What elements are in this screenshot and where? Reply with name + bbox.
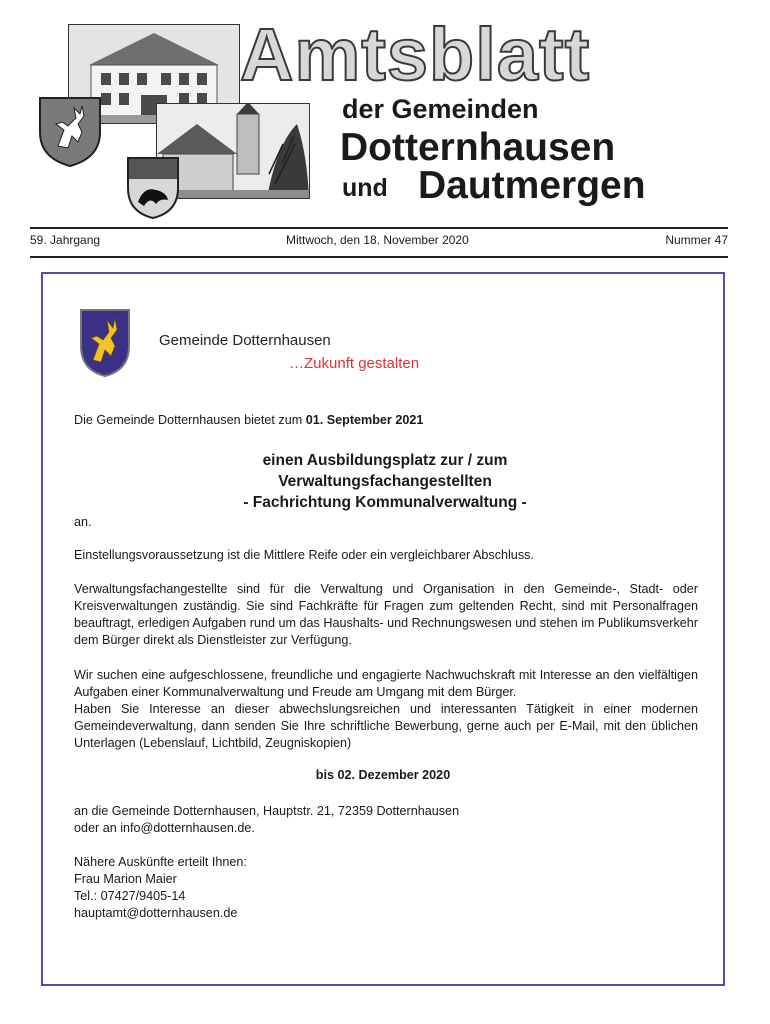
header-bottom-rule xyxy=(30,256,728,258)
intro-text: Die Gemeinde Dotternhausen bietet zum xyxy=(74,413,306,427)
address-line-2: oder an info@dotternhausen.de. xyxy=(74,821,255,835)
gemeinde-crest-icon xyxy=(79,308,131,378)
intro-paragraph xyxy=(74,412,423,429)
headline-line-3: - Fachrichtung Kommunalverwaltung - xyxy=(243,494,527,511)
issue-number: Nummer 47 xyxy=(665,233,728,247)
issue-date: Mittwoch, den 18. November 2020 xyxy=(286,233,469,247)
masthead-line-1: der Gemeinden xyxy=(342,94,539,124)
masthead-title: Amtsblatt xyxy=(240,13,591,96)
headline-line-1: einen Ausbildungsplatz zur / zum xyxy=(262,452,508,469)
contact-email: hauptamt@dotternhausen.de xyxy=(74,906,238,920)
an-text: an. xyxy=(74,515,92,529)
intro-date: 01. September 2021 xyxy=(305,413,424,427)
masthead xyxy=(0,0,770,230)
dotternhausen-crest-icon xyxy=(38,96,102,168)
contact-name: Frau Marion Maier xyxy=(74,872,177,886)
org-slogan: …Zukunft gestalten xyxy=(289,355,420,372)
application-deadline: bis 02. Dezember 2020 xyxy=(315,768,451,782)
requirement-text: Einstellungsvoraussetzung ist die Mittlere Reife oder ein vergleichbarer Abschluss. xyxy=(74,548,534,562)
job-headline xyxy=(83,450,687,513)
contact-line-1: Nähere Auskünfte erteilt Ihnen: xyxy=(74,855,247,869)
masthead-und: und xyxy=(342,174,388,202)
masthead-line-3: Dautmergen xyxy=(418,164,646,207)
issue-info-bar xyxy=(30,233,728,251)
description-paragraph: Verwaltungsfachangestellte sind für die Verwaltung und Organisation in den Gemeinde-, Stadt- oder Kreisverwaltungen zuständig. Sie sind Fachkräfte für Fragen zum geltenden Recht, sind mit Personalfragen beauftragt, erledigen Aufgaben rund um das Haushalts- und Rechnungswesen und stehen im Publikumsverkehr dem Bürger direkt als Dienstleister zur Verfügung. xyxy=(74,582,698,647)
volume-label: 59. Jahrgang xyxy=(30,233,101,247)
org-name: Gemeinde Dotternhausen xyxy=(159,332,331,349)
masthead-line-2: Dotternhausen xyxy=(340,126,616,169)
address-line-1: an die Gemeinde Dotternhausen, Hauptstr. 21, 72359 Dotternhausen xyxy=(74,804,460,818)
job-ad-frame xyxy=(41,272,725,986)
search-paragraph-1: Wir suchen eine aufgeschlossene, freundliche und engagierte Nachwuchskraft mit Interesse an den vielfältigen Aufgaben einer Kommunalverwaltung und Freude am Umgang mit dem Bürger. xyxy=(74,668,698,699)
header-top-rule xyxy=(30,227,728,229)
search-paragraph-2: Haben Sie Interesse an dieser abwechslungsreichen und interessanten Tätigkeit in einer modernen Gemeindeverwaltung, dann senden Sie Ihre schriftliche Bewerbung, gerne auch per E-Mail, mit den üblichen Unterlagen (Lebenslauf, Lichtbild, Zeugniskopien) xyxy=(74,702,698,750)
dautmergen-crest-icon xyxy=(126,156,180,220)
headline-line-2: Verwaltungsfachangestellten xyxy=(278,473,492,490)
contact-phone: Tel.: 07427/9405-14 xyxy=(74,889,186,903)
